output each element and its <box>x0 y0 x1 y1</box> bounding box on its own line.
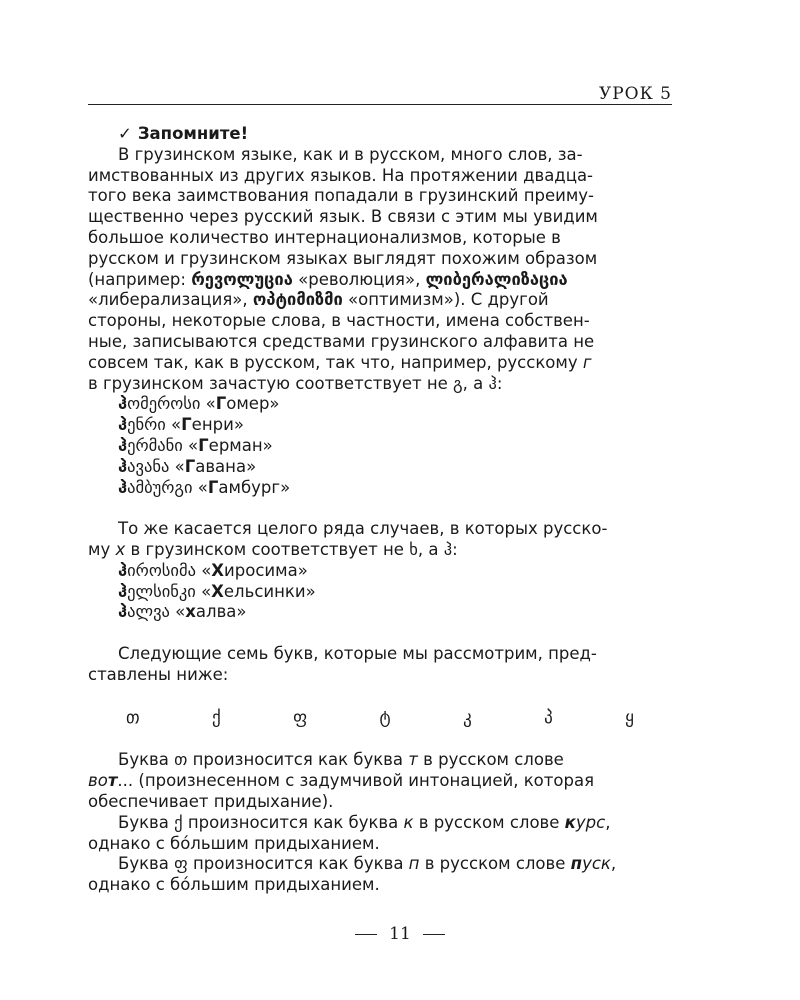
quote-close: » <box>269 394 280 414</box>
quote-open: « <box>192 477 208 497</box>
text-line <box>88 540 672 561</box>
ru-first-letter: Г <box>181 415 192 435</box>
remember-heading <box>88 124 672 145</box>
text-segment: произносится как буква <box>187 854 409 874</box>
ka-first-letter: ჰ <box>118 477 128 497</box>
footer-dash-right <box>423 934 445 935</box>
remember-title: Запомните! <box>137 124 249 143</box>
ru-word-rest: енри <box>191 415 234 435</box>
example-word-highlight: т <box>107 771 118 791</box>
text-segment: в русском слове <box>417 750 564 770</box>
georgian-letter-p-ejective: პ <box>544 707 553 728</box>
text-line <box>88 750 672 771</box>
ka-first-letter: ჰ <box>118 602 128 622</box>
text-segment: , а <box>417 539 444 559</box>
ka-word-rest: იროსიმა <box>127 560 196 580</box>
georgian-letter-q: ყ <box>625 707 634 728</box>
text-line: однако с бóльшим придыханием. <box>88 833 380 853</box>
page-number: 11 <box>389 924 411 944</box>
ru-first-letter: Х <box>211 560 225 580</box>
quote-open: « <box>195 560 212 580</box>
text-segment: «оптимизм»). С другой <box>342 290 549 310</box>
ru-word-rest: иросима <box>224 560 298 580</box>
example-item <box>88 415 672 436</box>
ka-first-letter: ჰ <box>118 394 128 414</box>
quote-close: » <box>262 435 273 455</box>
text-segment: ... (произнесенном с задумчивой интонацией, которая <box>117 771 594 791</box>
quote-close: » <box>236 602 247 622</box>
ru-first-letter: Г <box>198 435 209 455</box>
ka-first-letter: ჰ <box>118 456 128 476</box>
text-line <box>88 813 672 834</box>
text-segment: : <box>452 539 458 559</box>
examples-h-list <box>88 561 672 623</box>
page-content <box>88 124 672 896</box>
text-line: То же касается целого ряда случаев, в которых русско- <box>118 519 608 539</box>
paragraph-letter-p <box>88 854 672 896</box>
spacer <box>88 498 672 519</box>
quote-open: « <box>195 581 212 601</box>
text-segment: Буква <box>118 854 175 874</box>
georgian-letter-k-ejective: კ <box>463 707 472 728</box>
text-line <box>88 353 672 374</box>
text-segment: Буква <box>118 750 175 770</box>
georgian-word: რევოლუცია <box>191 269 293 289</box>
text-line: В грузинском языке, как и в русском, много слов, за- <box>118 144 583 164</box>
georgian-letters-row <box>88 708 672 729</box>
text-line: того века заимствования попадали в грузинский преиму- <box>88 186 594 206</box>
page-footer <box>0 924 800 944</box>
text-line <box>88 290 672 311</box>
text-segment: произносится как буква <box>182 812 404 832</box>
example-word: урс <box>575 812 606 832</box>
example-word: уск <box>582 854 611 874</box>
text-segment: , <box>605 812 611 832</box>
example-item <box>88 478 672 499</box>
text-segment: «революция», <box>292 269 426 289</box>
text-segment: : <box>496 373 503 393</box>
text-segment: му <box>88 539 116 559</box>
ka-word-rest: ავანა <box>127 456 170 476</box>
example-item <box>88 602 672 623</box>
ka-word-rest: ერმანი <box>127 435 183 455</box>
paragraph-kh-correspondence <box>88 519 672 561</box>
quote-open: « <box>165 415 182 435</box>
ru-word-rest: ельсинки <box>223 581 306 601</box>
ru-word-rest: авана <box>195 456 247 476</box>
georgian-letter: გ <box>453 373 463 393</box>
paragraph-letter-t <box>88 750 672 812</box>
quote-open: « <box>169 602 186 622</box>
footer-dash-left <box>355 934 377 935</box>
text-line: обеспечивает придыхание). <box>88 791 334 811</box>
russian-letter: т <box>408 750 418 770</box>
ka-first-letter: ჰ <box>118 560 128 580</box>
text-line: щественно через русский язык. В связи с этим мы увидим <box>88 207 598 227</box>
text-segment: Буква <box>118 812 175 832</box>
paragraph-loanwords <box>88 145 672 395</box>
spacer <box>88 623 672 644</box>
ru-first-letter: Х <box>211 581 224 601</box>
text-line: имствованных из других языков. На протяжении двадца- <box>88 165 594 185</box>
georgian-letter-t: თ <box>126 707 140 728</box>
georgian-word: ლიბერალიზაცია <box>425 269 568 289</box>
check-icon: ✓ <box>118 124 132 143</box>
text-segment: «либерализация», <box>88 290 253 310</box>
text-line <box>88 854 672 875</box>
text-line: ные, записываются средствами грузинского алфавита не <box>88 331 595 351</box>
georgian-letter-t-ejective: ტ <box>379 707 391 728</box>
quote-open: « <box>200 394 216 414</box>
quote-open: « <box>169 456 185 476</box>
example-item <box>88 394 672 415</box>
ru-word-rest: алва <box>195 602 237 622</box>
example-item <box>88 582 672 603</box>
quote-open: « <box>182 435 199 455</box>
text-line: большое количество интернационализмов, которые в <box>88 227 561 247</box>
quote-close: » <box>246 456 257 476</box>
georgian-letter: ხ <box>409 539 418 559</box>
ka-first-letter: ჰ <box>118 581 128 601</box>
text-segment: в русском слове <box>413 812 565 832</box>
ru-first-letter: х <box>185 602 196 622</box>
quote-close: » <box>297 560 308 580</box>
text-segment: , <box>610 854 617 874</box>
ru-first-letter: Г <box>184 456 196 476</box>
georgian-letter: ქ <box>174 812 183 832</box>
quote-close: » <box>233 415 244 435</box>
georgian-letter: თ <box>174 750 188 770</box>
georgian-letter-p: ფ <box>293 707 308 728</box>
text-segment: , а <box>462 373 489 393</box>
example-word: во <box>88 771 108 791</box>
header-rule <box>88 104 672 105</box>
georgian-letter: ჰ <box>488 373 497 393</box>
chapter-header: УРОК 5 <box>598 84 672 104</box>
text-line <box>88 374 672 395</box>
ka-word-rest: ამბურგი <box>127 477 193 497</box>
text-segment: произносится как буква <box>187 750 409 770</box>
text-line: ставлены ниже: <box>88 664 229 684</box>
georgian-letter: ფ <box>174 854 188 874</box>
example-item <box>88 436 672 457</box>
ka-word-rest: ომეროსი <box>127 394 201 414</box>
ru-first-letter: Г <box>207 477 219 497</box>
russian-letter: г <box>582 352 592 372</box>
text-segment: совсем так, как в русском, так что, например, русскому <box>88 352 583 372</box>
paragraph-letter-k <box>88 813 672 855</box>
text-segment: в грузинском зачастую соответствует не <box>88 373 454 393</box>
example-word-highlight: к <box>564 812 576 832</box>
ru-word-rest: ерман <box>208 435 263 455</box>
text-segment: (например: <box>88 269 192 289</box>
georgian-word: ოპტიმიზმი <box>252 290 343 310</box>
russian-letter: п <box>408 854 420 874</box>
text-line <box>88 771 672 792</box>
georgian-letter: ჰ <box>443 539 453 559</box>
ru-word-rest: амбург <box>218 477 281 497</box>
ru-first-letter: Г <box>215 394 227 414</box>
russian-letter: х <box>115 539 126 559</box>
ka-first-letter: ჰ <box>118 415 128 435</box>
examples-g-list <box>88 394 672 498</box>
text-line: Следующие семь букв, которые мы рассмотрим, пред- <box>118 643 597 663</box>
ka-word-rest: ალვა <box>127 602 170 622</box>
russian-letter: к <box>403 812 414 832</box>
example-item <box>88 457 672 478</box>
quote-close: » <box>305 581 316 601</box>
georgian-letter-k: ქ <box>212 707 221 728</box>
ka-first-letter: ჰ <box>118 435 128 455</box>
text-line: русском и грузинском языках выглядят похожим образом <box>88 248 598 268</box>
text-line: стороны, некоторые слова, в частности, имена собствен- <box>88 311 590 331</box>
text-line: однако с бóльшим придыханием. <box>88 875 380 895</box>
paragraph-seven-letters <box>88 644 672 686</box>
ru-word-rest: омер <box>226 394 270 414</box>
text-line <box>88 270 672 291</box>
quote-close: » <box>280 477 291 497</box>
text-segment: в русском слове <box>419 854 571 874</box>
text-segment: в грузинском соответствует не <box>125 539 410 559</box>
example-item <box>88 561 672 582</box>
ka-word-rest: ელსინკი <box>127 581 196 601</box>
ka-word-rest: ენრი <box>127 415 166 435</box>
example-word-highlight: п <box>570 854 583 874</box>
